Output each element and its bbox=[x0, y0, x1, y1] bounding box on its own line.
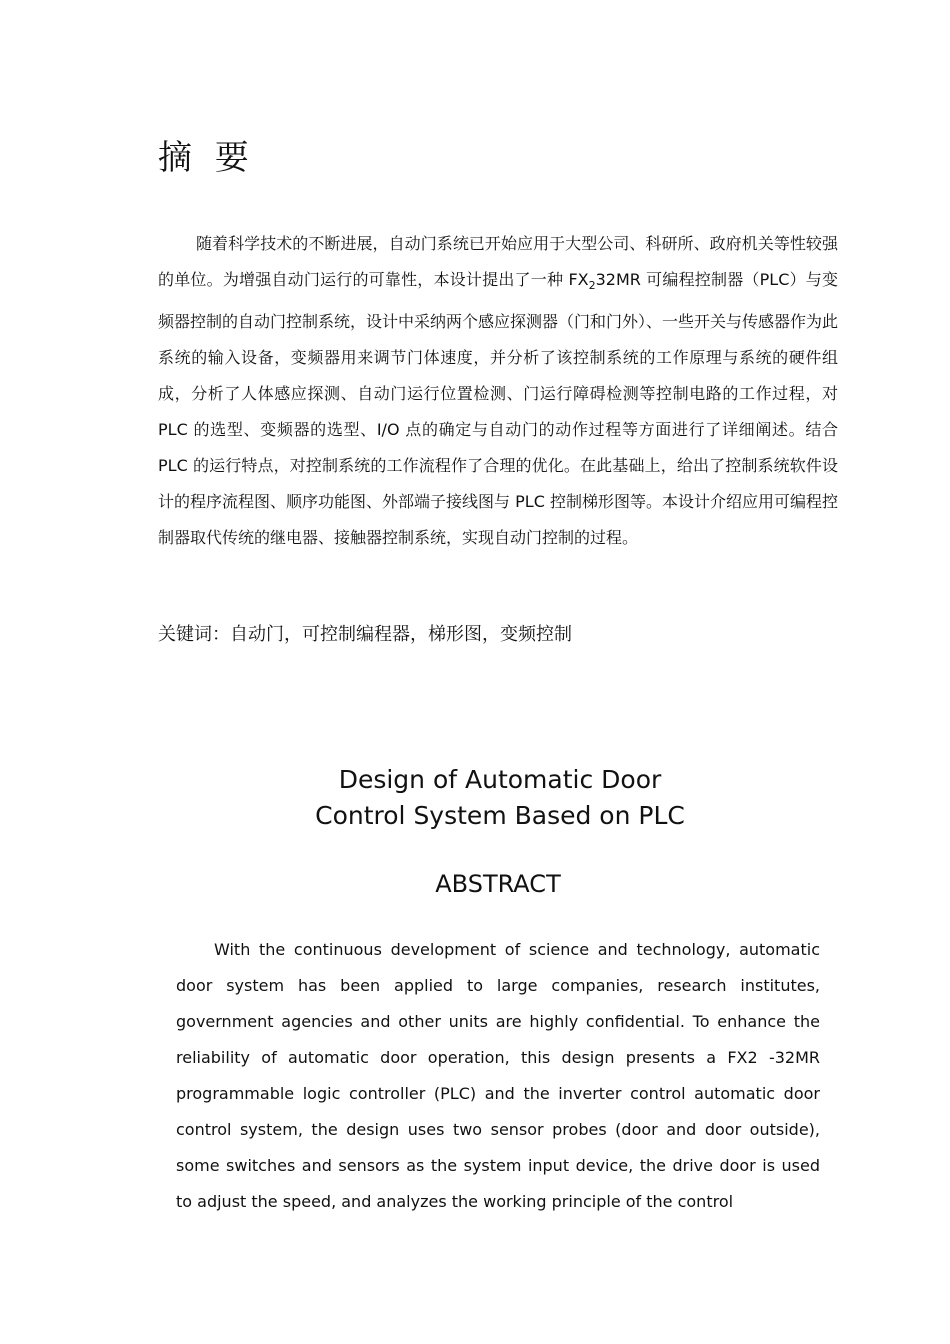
chinese-abstract-text-part2: 32MR 可编程控制器（PLC）与变频器控制的自动门控制系统，设计中采纳两个感应探测器（门和门外）、一些开关与传感器作为此系统的输入设备，变频器用来调节门体速度，并分析了该控制系统的工作原理与系统的硬件组成，分析了人体感应探测、自动门运行位置检测、门运行障碍检测等控制电路的工作过程，对 PLC 的选型、变频器的选型、I/O 点的确定与自动门的动作过程等方面进行了详细阐述。结合 PLC 的运行特点，对控制系统的工作流程作了合理的优化。在此基础上，给出了控制系统软件设计的程序流程图、顺序功能图、外部端子接线图与 PLC 控制梯形图等。本设计介绍应用可编程控制器取代传统的继电器、接触器控制系统，实现自动门控制的过程。 bbox=[158, 270, 839, 548]
english-abstract-body: With the continuous development of science and technology, automatic door system has been applied to large companies, research institutes, government agencies and other units are highly confidential. To enhance the reliability of automatic door operation, this design presents a FX2 -32MR programmable logic controller (PLC) and the inverter control automatic door control system, the design uses two sensor probes (door and door outside), some switches and sensors as the system input device, the drive door is used to adjust the speed, and analyzes the working principle of the control bbox=[176, 940, 820, 1211]
chinese-abstract-text-part1: 随着科学技术的不断进展，自动门系统已开始应用于大型公司、科研所、政府机关等性较强的单位。为增强自动门运行的可靠性，本设计提出了一种 FX bbox=[158, 234, 838, 289]
chinese-abstract-subscript: 2 bbox=[588, 279, 596, 293]
chinese-abstract-title: 摘 要 bbox=[158, 138, 255, 178]
english-title-line1: Design of Automatic Door bbox=[338, 765, 662, 794]
english-abstract-heading: ABSTRACT bbox=[435, 870, 561, 898]
english-title-line2: Control System Based on PLC bbox=[315, 801, 685, 830]
chinese-keywords: 关键词：自动门，可控制编程器，梯形图，变频控制 bbox=[158, 624, 572, 645]
english-paper-title bbox=[0, 762, 950, 834]
chinese-abstract-body bbox=[158, 226, 838, 556]
